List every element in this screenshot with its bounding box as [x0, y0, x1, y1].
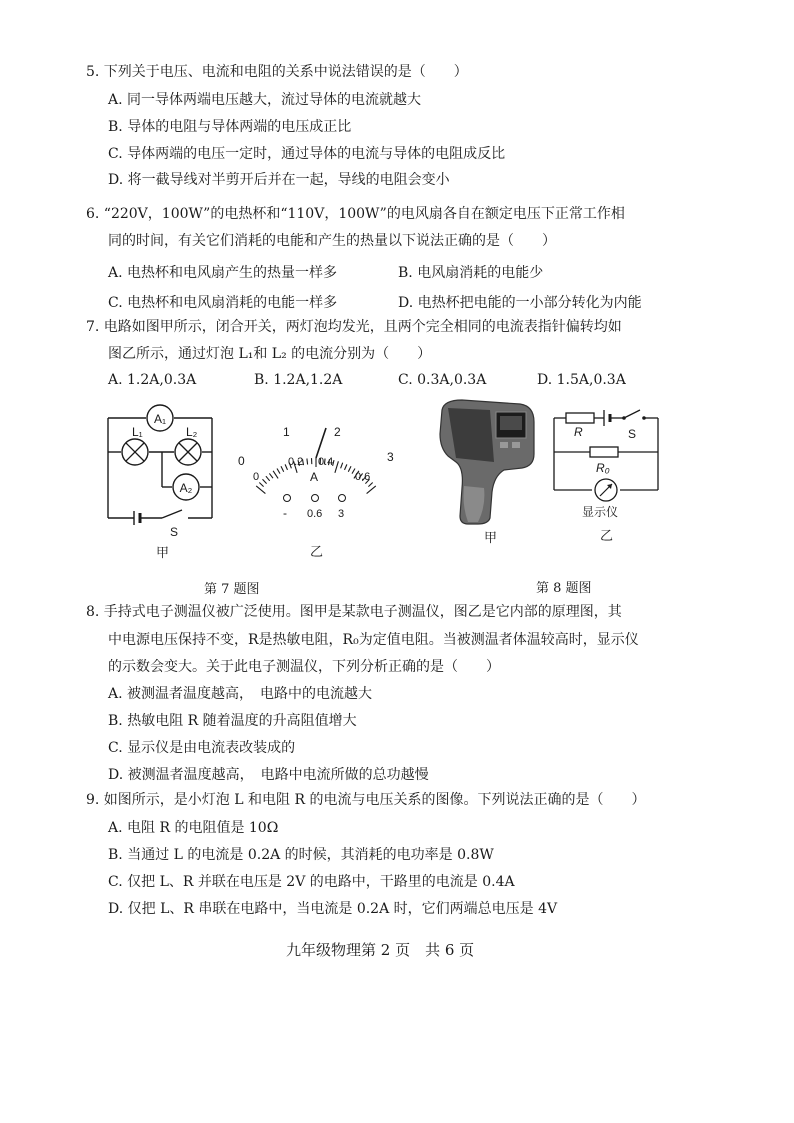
q7-stem-line1: 7. 电路如图甲所示，闭合开关，两灯泡均发光，且两个完全相同的电流表指针偏转均如 [86, 319, 622, 335]
fig8-r-label: R [574, 425, 583, 439]
dial-bottom-3: 0.6 [355, 471, 371, 483]
q8-option-d: D. 被测温者温度越高， 电路中电流所做的总功越慢 [108, 767, 429, 783]
dial-tick [367, 486, 376, 494]
q7-option-d: D. 1.5A,0.3A [537, 372, 626, 388]
fig7-caption: 第 7 题图 [204, 582, 260, 597]
ammeter-a1-icon [147, 405, 173, 431]
dial-tick [269, 473, 273, 478]
q9-option-b: B. 当通过 L 的电流是 0.2A 的时候，其消耗的电功率是 0.8W [108, 847, 494, 863]
q6-option-c: C. 电热杯和电风扇消耗的电能一样多 [108, 295, 338, 311]
terminal-3 [339, 495, 346, 502]
terminal-label-3: 3 [338, 508, 345, 520]
dial-tick [259, 483, 263, 487]
q9-option-d: D. 仅把 L、R 串联在电路中，当电流是 0.2A 时，它们两端总电压是 4V [108, 901, 558, 917]
fig8-yi-label: 乙 [600, 528, 614, 543]
q9-stem: 9. 如图所示，是小灯泡 L 和电阻 R 的电流与电压关系的图像。下列说法正确的是（ ） [86, 792, 646, 808]
fig7-ammeter-dial [230, 418, 400, 568]
dial-bottom-2: 0.4 [318, 456, 334, 468]
q8-stem-line2: 中电源电压保持不变，R是热敏电阻，R₀为定值电阻。当被测温者体温较高时，显示仪 [108, 632, 639, 648]
dial-tick [368, 483, 372, 487]
q7-option-c: C. 0.3A,0.3A [398, 372, 487, 388]
fig8-r0-label: R₀ [596, 461, 610, 475]
dial-unit: A [310, 470, 319, 484]
q5-option-d: D. 将一截导线对半剪开后并在一起，导线的电阻会变小 [108, 172, 450, 188]
fig7-yi-label: 乙 [310, 544, 324, 559]
bulb-l2-icon [175, 439, 201, 465]
fig8-thermometer-gun [434, 396, 544, 546]
ammeter-a2-icon [173, 474, 199, 500]
q8-option-a: A. 被测温者温度越高， 电路中的电流越大 [108, 686, 373, 702]
dial-tick [277, 469, 280, 474]
q8-stem-line3: 的示数会变大。关于此电子测温仪，下列分析正确的是（ ） [108, 659, 500, 675]
fig8-meter-label: 显示仪 [582, 505, 619, 519]
dial-tick [335, 461, 339, 473]
fig8-s-label: S [628, 427, 637, 441]
q6-stem-line1: 6. “220V，100W”的电热杯和“110V，100W”的电风扇各自在额定电压下正常工作相 [86, 206, 625, 222]
terminal-06 [312, 495, 319, 502]
dial-top-2: 2 [334, 425, 341, 439]
fig7-switch-label: S [170, 525, 179, 539]
q5-stem: 5. 下列关于电压、电流和电阻的关系中说法错误的是（ ） [86, 64, 468, 80]
q8-option-b: B. 热敏电阻 R 随着温度的升高阻值增大 [108, 713, 357, 729]
q6-option-a: A. 电热杯和电风扇产生的热量一样多 [108, 265, 338, 281]
dial-tick [266, 476, 270, 481]
dial-tick [307, 459, 308, 465]
dial-tick [281, 466, 284, 471]
q5-option-b: B. 导体的电阻与导体两端的电压成正比 [108, 119, 352, 135]
fig7-jia-label: 甲 [156, 545, 170, 560]
terminal-label-neg: - [283, 506, 287, 520]
dial-needle [316, 428, 326, 458]
dial-tick [256, 486, 265, 494]
fig7-a2-label: A₂ [179, 481, 193, 495]
dial-tick [341, 463, 343, 469]
dial-top-0: 0 [238, 454, 245, 468]
bulb-l1-icon [122, 439, 148, 465]
fig8-circuit-diagram [548, 404, 678, 544]
q6-stem-line2: 同的时间，有关它们消耗的电能和产生的热量以下说法正确的是（ ） [108, 233, 556, 249]
q6-option-d: D. 电热杯把电能的一小部分转化为内能 [398, 295, 642, 311]
q5-option-a: A. 同一导体两端电压越大，流过导体的电流就越大 [108, 92, 422, 108]
terminal-neg [284, 495, 291, 502]
dial-bottom-0: 0 [253, 471, 260, 483]
dial-top-3: 3 [387, 450, 394, 464]
dial-tick [348, 466, 351, 471]
fig8-jia-label: 甲 [484, 530, 498, 545]
q7-stem-line2: 图乙所示，通过灯泡 L₁和 L₂ 的电流分别为（ ） [108, 346, 432, 362]
fig7-l2-label: L₂ [186, 425, 198, 439]
dial-top-1: 1 [283, 425, 290, 439]
fig7-l1-label: L₁ [132, 425, 143, 439]
q9-option-c: C. 仅把 L、R 并联在电压是 2V 的电路中，干路里的电流是 0.4A [108, 874, 515, 890]
dial-tick [273, 471, 278, 479]
dial-tick [345, 464, 347, 470]
q7-option-a: A. 1.2A,0.3A [108, 372, 197, 388]
terminal-label-06: 0.6 [307, 508, 323, 520]
q7-option-b: B. 1.2A,1.2A [254, 372, 343, 388]
fig7-a1-label: A₁ [153, 412, 167, 426]
page-footer: 九年级物理第 2 页 共 6 页 [286, 941, 475, 959]
infrared-thermometer-icon [440, 400, 534, 524]
fig8-caption: 第 8 题图 [536, 581, 592, 596]
q6-option-b: B. 电风扇消耗的电能少 [398, 265, 544, 281]
q9-option-a: A. 电阻 R 的电阻值是 10Ω [108, 820, 279, 836]
q8-option-c: C. 显示仪是由电流表改装成的 [108, 740, 296, 756]
dial-tick [263, 479, 267, 483]
dial-bottom-1: 0.2 [288, 456, 304, 468]
q5-option-c: C. 导体两端的电压一定时，通过导体的电流与导体的电阻成反比 [108, 146, 506, 162]
q8-stem-line1: 8. 手持式电子测温仪被广泛使用。图甲是某款电子测温仪，图乙是它内部的原理图，其 [86, 604, 622, 620]
display-meter-icon [595, 479, 617, 501]
